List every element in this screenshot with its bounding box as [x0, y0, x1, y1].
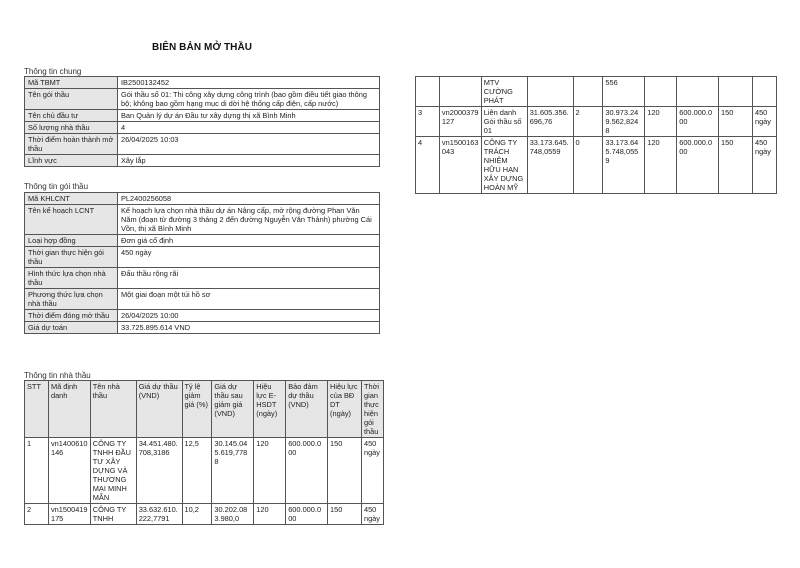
- field-key: Lĩnh vực: [25, 155, 118, 167]
- cell-guarantee: 600.000.000: [286, 438, 328, 504]
- cell-guarantee: 600.000.000: [286, 504, 328, 525]
- cell-price: 33.632.610.222,7791: [136, 504, 182, 525]
- cell-price: 33.173.645.748,0559: [527, 137, 573, 194]
- cell-stt: 3: [416, 107, 440, 137]
- field-value: Một giai đoạn một túi hồ sơ: [118, 289, 380, 310]
- cell-name: Liên danh Gói thầu số 01: [481, 107, 527, 137]
- column-header: STT: [25, 381, 49, 438]
- table-row: [25, 310, 380, 322]
- column-header: Bảo đảm dự thầu (VND): [286, 381, 328, 438]
- cell-bd-validity: 150: [719, 137, 753, 194]
- column-header: Thời gian thực hiện gói thầu: [361, 381, 383, 438]
- field-key: Mã KHLCNT: [25, 193, 118, 205]
- cell-guarantee: 600.000.000: [677, 107, 719, 137]
- cell-bd-validity: 150: [328, 504, 362, 525]
- field-key: Thời điểm hoàn thành mở thầu: [25, 134, 118, 155]
- field-key: Thời gian thực hiện gói thầu: [25, 247, 118, 268]
- table-row: [416, 137, 777, 194]
- cell-name: CÔNG TY TNHH ĐẦU TƯ XÂY DỰNG VÀ THƯƠNG MẠI MINH MẪN: [90, 438, 136, 504]
- document-title: BIÊN BẢN MỞ THẦU: [152, 42, 253, 53]
- bidders-section-label: Thông tin nhà thầu: [24, 371, 91, 380]
- cell-id: vn1400610146: [48, 438, 90, 504]
- cell-bd-validity: 150: [328, 438, 362, 504]
- table-row: [25, 122, 380, 134]
- table-header-row: [25, 381, 384, 438]
- table-row: [25, 205, 380, 235]
- cell-validity: 120: [645, 137, 677, 194]
- table-row: [25, 193, 380, 205]
- field-key: Tên kế hoạch LCNT: [25, 205, 118, 235]
- field-value: Xây lắp: [118, 155, 380, 167]
- cell-guarantee: 600.000.000: [677, 137, 719, 194]
- table-row: [25, 155, 380, 167]
- cell-name: CÔNG TY TRÁCH NHIỆM HỮU HẠN XÂY DỰNG HOÀN MỸ: [481, 137, 527, 194]
- column-header: Tên nhà thầu: [90, 381, 136, 438]
- cell-discount: 0: [573, 137, 603, 194]
- field-value: Gói thầu số 01: Thi công xây dựng công trình (bao gồm điều tiết giao thông bộ; không bao gồm hạng mục di dời hệ thống cấp điện, cấp nước): [118, 89, 380, 110]
- column-header: Hiệu lực của BĐ DT (ngày): [328, 381, 362, 438]
- table-row: [25, 268, 380, 289]
- package-info-table: [24, 192, 380, 334]
- field-key: Tên chủ đầu tư: [25, 110, 118, 122]
- field-value: IB2500132452: [118, 77, 380, 89]
- cell-after: 30.145.045.619,7788: [212, 438, 254, 504]
- cell-name: MTV CƯỜNG PHÁT: [481, 77, 527, 107]
- cell-stt: 2: [25, 504, 49, 525]
- table-row: [25, 110, 380, 122]
- column-header: Giá dự thầu (VND): [136, 381, 182, 438]
- cell-validity: 120: [254, 504, 286, 525]
- field-value: PL2400256058: [118, 193, 380, 205]
- cell-after: 556: [603, 77, 645, 107]
- cell-price: 34.451.480.708,3186: [136, 438, 182, 504]
- bidders-table-left: [24, 380, 384, 525]
- cell-id: vn1500419175: [48, 504, 90, 525]
- field-key: Giá dự toán: [25, 322, 118, 334]
- general-section-label: Thông tin chung: [24, 67, 82, 76]
- column-header: Mã định danh: [48, 381, 90, 438]
- cell-discount: 12,5: [182, 438, 212, 504]
- bidders-table-right: [415, 76, 777, 194]
- general-info-table: [24, 76, 380, 167]
- field-key: Phương thức lựa chọn nhà thầu: [25, 289, 118, 310]
- field-value: 4: [118, 122, 380, 134]
- field-key: Thời điểm đóng mở thầu: [25, 310, 118, 322]
- cell-id: vn1500163043: [439, 137, 481, 194]
- cell-id: vn2000379127: [439, 107, 481, 137]
- cell-price: 31.605.356.696,76: [527, 107, 573, 137]
- field-key: Tên gói thầu: [25, 89, 118, 110]
- cell-after: 33.173.645.748,0559: [603, 137, 645, 194]
- field-value: 33.725.895.614 VND: [118, 322, 380, 334]
- field-key: Mã TBMT: [25, 77, 118, 89]
- field-key: Số lượng nhà thầu: [25, 122, 118, 134]
- field-key: Loại hợp đồng: [25, 235, 118, 247]
- field-value: Kế hoạch lựa chọn nhà thầu dự án Nâng cấp, mở rộng đường Phan Văn Năm (đoạn từ đường 3 tháng 2 đến đường Nguyễn Văn Thảnh) phường Cái Vồn, thị xã Bình Minh: [118, 205, 380, 235]
- cell-after: 30.973.249.562,8248: [603, 107, 645, 137]
- cell-duration: 450 ngày: [361, 504, 383, 525]
- cell-stt: 4: [416, 137, 440, 194]
- cell-validity: 120: [645, 107, 677, 137]
- cell-discount: 10,2: [182, 504, 212, 525]
- table-row: [25, 289, 380, 310]
- field-value: 450 ngày: [118, 247, 380, 268]
- table-row: [25, 134, 380, 155]
- cell-name: CÔNG TY TNHH: [90, 504, 136, 525]
- field-value: Đơn giá cố định: [118, 235, 380, 247]
- table-row: [416, 107, 777, 137]
- column-header: Giá dự thầu sau giảm giá (VND): [212, 381, 254, 438]
- table-row: [25, 77, 380, 89]
- field-value: 26/04/2025 10:03: [118, 134, 380, 155]
- cell-duration: 450 ngày: [361, 438, 383, 504]
- table-row: [25, 504, 384, 525]
- cell-duration: 450 ngày: [752, 137, 776, 194]
- table-row: [25, 322, 380, 334]
- table-row-continued: [416, 77, 777, 107]
- field-value: 26/04/2025 10:00: [118, 310, 380, 322]
- field-value: Đấu thầu rộng rãi: [118, 268, 380, 289]
- column-header: Tỷ lệ giảm giá (%): [182, 381, 212, 438]
- table-row: [25, 235, 380, 247]
- cell-discount: 2: [573, 107, 603, 137]
- table-row: [25, 438, 384, 504]
- cell-stt: 1: [25, 438, 49, 504]
- cell-after: 30.202.083.980,0: [212, 504, 254, 525]
- package-section-label: Thông tin gói thầu: [24, 182, 89, 191]
- field-value: Ban Quản lý dự án Đầu tư xây dựng thị xã Bình Minh: [118, 110, 380, 122]
- table-row: [25, 247, 380, 268]
- column-header: Hiệu lực E-HSDT (ngày): [254, 381, 286, 438]
- cell-validity: 120: [254, 438, 286, 504]
- table-row: [25, 89, 380, 110]
- cell-duration: 450 ngày: [752, 107, 776, 137]
- cell-bd-validity: 150: [719, 107, 753, 137]
- field-key: Hình thức lựa chọn nhà thầu: [25, 268, 118, 289]
